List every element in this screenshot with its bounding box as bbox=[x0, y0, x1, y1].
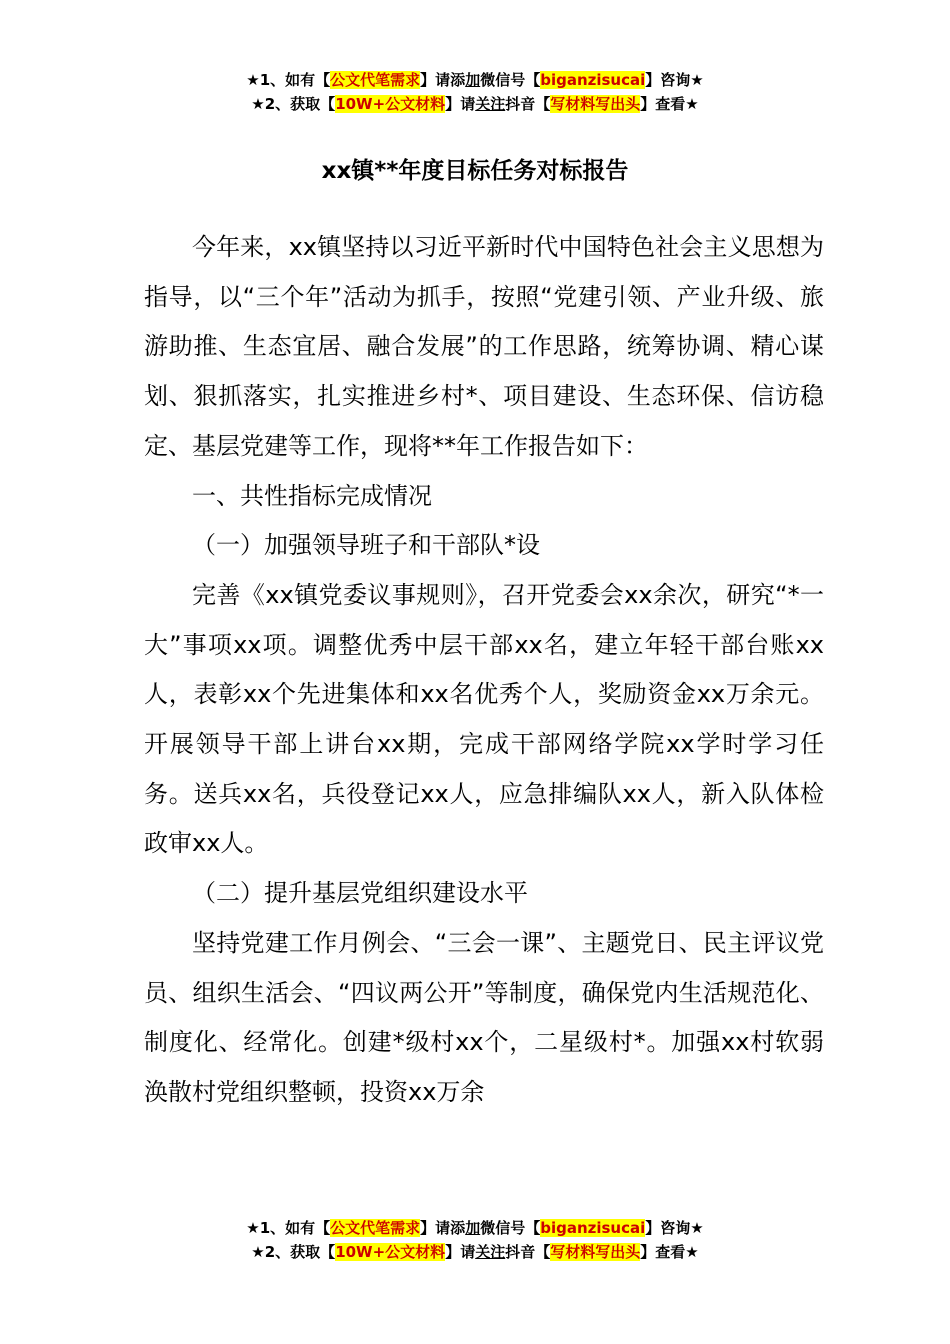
promo-highlight: 写材料写出头 bbox=[550, 1243, 641, 1261]
promo-text: 】查看★ bbox=[640, 95, 699, 113]
promo-text: 】请 bbox=[445, 1243, 476, 1261]
promo-text: 加 bbox=[465, 71, 481, 89]
promo-highlight: 10W+公文材料 bbox=[335, 95, 446, 113]
promo-highlight: 公文代笔需求 bbox=[330, 1219, 421, 1237]
promo-text: ★1、如有【 bbox=[246, 71, 331, 89]
promo-banner-bottom bbox=[0, 1216, 950, 1264]
promo-text: 】咨询★ bbox=[645, 71, 704, 89]
document-title: xx镇**年度目标任务对标报告 bbox=[321, 158, 629, 184]
section-heading: 一、共性指标完成情况 bbox=[192, 481, 432, 510]
promo-text: 抖音【 bbox=[505, 95, 551, 113]
promo-text: 微信号【 bbox=[480, 71, 541, 89]
promo-highlight: biganzisucai bbox=[540, 71, 646, 89]
promo-highlight: 10W+公文材料 bbox=[335, 1243, 446, 1261]
subsection-heading: （一）加强领导班子和干部队*设 bbox=[192, 531, 540, 560]
promo-text: 微信号【 bbox=[480, 1219, 541, 1237]
promo-line-1 bbox=[0, 68, 950, 92]
promo-highlight: biganzisucai bbox=[540, 1219, 646, 1237]
promo-text: 关注 bbox=[475, 1243, 506, 1261]
document-body bbox=[144, 223, 824, 1118]
promo-line-2 bbox=[0, 92, 950, 116]
paragraph-body: 坚持党建工作月例会、“三会一课”、主题党日、民主评议党员、组织生活会、“四议两公开”等制度，确保党内生活规范化、制度化、经常化。创建*级村xx个，二星级村*。加强xx村软弱涣散村党组织整顿，投资xx万余 bbox=[144, 928, 824, 1106]
promo-highlight: 写材料写出头 bbox=[550, 95, 641, 113]
paragraph-intro: 今年来，xx镇坚持以习近平新时代中国特色社会主义思想为指导，以“三个年”活动为抓手，按照“党建引领、产业升级、旅游助推、生态宜居、融合发展”的工作思路，统筹协调、精心谋划、狠抓落实，扎实推进乡村*、项目建设、生态环保、信访稳定、基层党建等工作，现将**年工作报告如下： bbox=[144, 233, 824, 460]
promo-text: 】请 bbox=[445, 95, 476, 113]
promo-text: 】查看★ bbox=[640, 1243, 699, 1261]
promo-text: ★2、获取【 bbox=[251, 95, 336, 113]
promo-text: ★1、如有【 bbox=[246, 1219, 331, 1237]
promo-text: 】请添 bbox=[420, 71, 466, 89]
promo-highlight: 公文代笔需求 bbox=[330, 71, 421, 89]
promo-line-1 bbox=[0, 1216, 950, 1240]
subsection-heading: （二）提升基层党组织建设水平 bbox=[192, 879, 528, 908]
promo-text: 抖音【 bbox=[505, 1243, 551, 1261]
paragraph-body: 完善《xx镇党委议事规则》，召开党委会xx余次，研究“*一大”事项xx项。调整优秀中层干部xx名，建立年轻干部台账xx人，表彰xx个先进集体和xx名优秀个人，奖励资金xx万余元。开展领导干部上讲台xx期，完成干部网络学院xx学时学习任务。送兵xx名，兵役登记xx人，应急排编队xx人，新入队体检政审xx人。 bbox=[144, 580, 824, 858]
promo-text: 】请添 bbox=[420, 1219, 466, 1237]
promo-banner-top bbox=[0, 68, 950, 116]
promo-text: 】咨询★ bbox=[645, 1219, 704, 1237]
promo-text: 关注 bbox=[475, 95, 506, 113]
promo-text: 加 bbox=[465, 1219, 481, 1237]
promo-text: ★2、获取【 bbox=[251, 1243, 336, 1261]
promo-line-2 bbox=[0, 1240, 950, 1264]
